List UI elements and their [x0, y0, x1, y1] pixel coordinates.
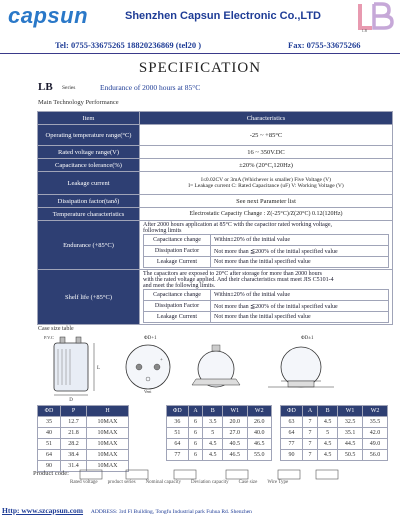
capacitor-body-icon — [54, 343, 88, 391]
dim-header: ΦD — [38, 406, 61, 417]
plus-label: + — [160, 358, 163, 363]
cell: 40.5 — [223, 439, 247, 450]
col-item: Item — [38, 112, 140, 125]
dim-header: W1 — [338, 406, 363, 417]
dim-header: W2 — [247, 406, 271, 417]
dim-header: W2 — [363, 406, 388, 417]
table-row — [167, 428, 272, 439]
cell: 42.0 — [363, 428, 388, 439]
cell: 6 — [188, 428, 203, 439]
lb-logo-icon — [352, 2, 396, 34]
table-row — [144, 235, 389, 246]
table-row — [38, 417, 129, 428]
cell: 46.5 — [223, 450, 247, 461]
dimension-drawing — [36, 333, 396, 405]
table-row — [167, 450, 272, 461]
fax-number: Fax: 0755-33675266 — [288, 40, 361, 50]
table-row — [38, 439, 129, 450]
dim-tube-label: ΦD±1 — [301, 336, 314, 341]
cell: 12.7 — [61, 417, 87, 428]
cell: 6 — [188, 439, 203, 450]
cell: 4.5 — [318, 450, 338, 461]
value-leakage-current — [140, 172, 393, 195]
item-dissipation: Dissipation factor(tanδ) — [38, 195, 140, 208]
header-divider — [0, 53, 400, 54]
cell: 40 — [38, 428, 61, 439]
table-row — [281, 417, 388, 428]
cell: 4.5 — [318, 417, 338, 428]
cell: 4.5 — [203, 450, 223, 461]
cell: 5 — [318, 428, 338, 439]
cell: 49.0 — [363, 439, 388, 450]
pc-part: Nominal capacity — [145, 480, 181, 485]
limit-value: Not more than ≦200% of the initial specified value — [211, 301, 389, 312]
table-row — [281, 450, 388, 461]
limit-key: Capacitance change — [144, 235, 211, 246]
cell: 10MAX — [87, 450, 129, 461]
dim-table-2 — [166, 405, 272, 461]
telephone: Tel: 0755-33675265 18820236869 (tel20 ) — [55, 40, 202, 50]
cell: 51 — [167, 428, 189, 439]
cell: 7 — [303, 450, 318, 461]
cell: 7 — [303, 439, 318, 450]
pc-part: Rated voltage — [70, 480, 98, 485]
cell: 20.0 — [223, 417, 247, 428]
dim-header: P — [61, 406, 87, 417]
table-row — [38, 195, 393, 208]
table-row — [38, 406, 129, 417]
value-operating-temp: -25 ~ +85°C — [140, 125, 393, 146]
spec-header-row — [38, 112, 393, 125]
cell: 10MAX — [87, 439, 129, 450]
cell: 10MAX — [87, 417, 129, 428]
endurance-intro: After 2000 hours application at 85°C with the capacitor rated working voltage, — [143, 222, 333, 228]
item-leakage-current: Leakage current — [38, 172, 140, 195]
cell: 46.5 — [247, 439, 271, 450]
leakage-line-2: I= Leakage current C: Rated Capacitance (uF) V: Working Voltage (V) — [188, 183, 344, 189]
dim-header: ΦD — [281, 406, 303, 417]
table-row — [281, 428, 388, 439]
shelf-intro: The capacitors are exposed to 20°C after storage for more than 2000 hours — [143, 271, 323, 277]
pc-part: Case size — [238, 480, 258, 485]
cell: 56.0 — [363, 450, 388, 461]
table-row — [281, 439, 388, 450]
dim-table-1 — [37, 405, 129, 472]
cell: 35.5 — [363, 417, 388, 428]
limit-value: Within±20% of the initial value — [211, 290, 389, 301]
cell: 7 — [303, 428, 318, 439]
company-name: Shenzhen Capsun Electronic Co.,LTD — [125, 10, 321, 22]
table-row — [38, 221, 393, 270]
table-row — [144, 290, 389, 301]
vent-label: Vent — [144, 389, 152, 394]
cell: 77 — [167, 450, 189, 461]
cell: 4.5 — [203, 439, 223, 450]
series-name: Series — [62, 85, 76, 91]
endurance-limits-table — [143, 234, 389, 268]
dim-header: A — [188, 406, 203, 417]
table-row — [144, 301, 389, 312]
table-row — [38, 450, 129, 461]
cell: 36 — [167, 417, 189, 428]
cell: 31.4 — [61, 461, 87, 472]
dim-l-label: L — [97, 366, 101, 371]
lb-logo-text: LB — [362, 28, 368, 33]
dim-header: W1 — [223, 406, 247, 417]
table-row — [144, 312, 389, 323]
endurance-intro-2: following limits — [143, 228, 182, 234]
table-row — [144, 246, 389, 257]
cell: 32.5 — [338, 417, 363, 428]
terminal-icon — [60, 337, 65, 343]
cell: 90 — [281, 450, 303, 461]
cell: 51 — [38, 439, 61, 450]
dim-d-label: D — [69, 398, 73, 403]
company-logo: capsun — [8, 3, 89, 28]
cell: 40.0 — [247, 428, 271, 439]
table-row — [38, 125, 393, 146]
pvc-label: P.V.C — [44, 335, 54, 340]
cell: 27.0 — [223, 428, 247, 439]
dim-header: H — [87, 406, 129, 417]
dim-header: ΦD — [167, 406, 189, 417]
limit-key: Leakage Current — [144, 312, 211, 323]
item-shelf-life: Shelf life (+85°C) — [38, 270, 140, 325]
address: ADDRESS: 3rd Fl Building, Tongfu Industrial park Fuhua Rd. Shenzhen — [90, 509, 252, 515]
table-row — [38, 172, 393, 195]
cell: 63 — [281, 417, 303, 428]
cell: 10MAX — [87, 461, 129, 472]
table-row — [144, 257, 389, 268]
cell: 35 — [38, 417, 61, 428]
shelf-intro-3: and meet the following limits. — [143, 283, 216, 289]
limit-value: Not more than the initial specified value — [211, 312, 389, 323]
cell: 38.4 — [61, 450, 87, 461]
product-code-boxes — [70, 468, 370, 490]
cell: 44.5 — [338, 439, 363, 450]
cell: 5 — [203, 428, 223, 439]
cell: 3.5 — [203, 417, 223, 428]
table-row — [167, 417, 272, 428]
value-temp-characteristics: Electrostatic Capacity Change : Z(-25°C)/Z(20°C) 0.12(120Hz) — [140, 208, 393, 221]
dim-header: B — [318, 406, 338, 417]
cell: 6 — [188, 417, 203, 428]
item-capacitance-tolerance: Capacitance tolerance(%) — [38, 159, 140, 172]
pc-part: product series — [107, 480, 136, 485]
limit-value: Within±20% of the initial value — [211, 235, 389, 246]
spec-table — [37, 111, 393, 325]
item-rated-voltage: Rated voltage range(V) — [38, 146, 140, 159]
cell: 28.2 — [61, 439, 87, 450]
table-row — [38, 208, 393, 221]
top-view-icon — [126, 345, 170, 389]
table-row — [38, 428, 129, 439]
cell: 26.0 — [247, 417, 271, 428]
leakage-line-1: I≤0.02CV or 3mA (Whichever is smaller) Five Voltage (V) — [201, 177, 331, 183]
table-row — [38, 270, 393, 325]
cell: 55.0 — [247, 450, 271, 461]
website-link[interactable]: Http: www.szcapsun.com — [2, 506, 84, 515]
table-row — [281, 406, 388, 417]
cell: 21.8 — [61, 428, 87, 439]
dim-header: B — [203, 406, 223, 417]
limit-key: Capacitance change — [144, 290, 211, 301]
limit-key: Leakage Current — [144, 257, 211, 268]
cell: 77 — [281, 439, 303, 450]
dim-top-label: ΦD+1 — [144, 336, 157, 341]
product-code-parts — [70, 480, 380, 485]
value-rated-voltage: 16 ~ 350V.DC — [140, 146, 393, 159]
pc-part: Deviation capacity — [190, 480, 229, 485]
cell: 50.5 — [338, 450, 363, 461]
item-temp-characteristics: Temperature characteristics — [38, 208, 140, 221]
limit-key: Dissipation Factor — [144, 301, 211, 312]
terminal-icon — [76, 337, 81, 343]
pc-part: Wire Type — [267, 480, 289, 485]
case-size-label: Case size table — [38, 326, 74, 332]
cell: 35.1 — [338, 428, 363, 439]
cell: 64 — [167, 439, 189, 450]
cell: 4.5 — [318, 439, 338, 450]
cell: 90 — [38, 461, 61, 472]
cell: 7 — [303, 417, 318, 428]
cell: 64 — [38, 450, 61, 461]
series-description: Endurance of 2000 hours at 85°C — [100, 83, 201, 92]
value-capacitance-tolerance: ±20% (20°C,120Hz) — [140, 159, 393, 172]
series-code: LB — [38, 81, 53, 93]
dim-table-3 — [280, 405, 388, 461]
table-row — [167, 439, 272, 450]
shelf-intro-2: with the rated voltage applied. And their characteristics must meet JIS C5101-4 — [143, 277, 334, 283]
table-row — [38, 159, 393, 172]
table-row — [38, 146, 393, 159]
limit-key: Dissipation Factor — [144, 246, 211, 257]
dim-header: A — [303, 406, 318, 417]
shelf-limits-table — [143, 289, 389, 323]
limit-value: Not more than ≦200% of the initial specified value — [211, 246, 389, 257]
col-characteristics: Characteristics — [140, 112, 393, 125]
footer — [2, 506, 252, 515]
product-code-label: Product code: — [33, 470, 69, 477]
item-endurance: Endurance (+85°C) — [38, 221, 140, 270]
value-dissipation: See next Parameter list — [140, 195, 393, 208]
value-shelf-life — [140, 270, 393, 325]
main-tech-label: Main Technology Performance — [38, 99, 119, 106]
cell: 10MAX — [87, 428, 129, 439]
limit-value: Not more than the initial specified value — [211, 257, 389, 268]
page-title: SPECIFICATION — [138, 60, 262, 76]
cell: 6 — [188, 450, 203, 461]
item-operating-temp: Operating temperature range(°C) — [38, 125, 140, 146]
cell: 64 — [281, 428, 303, 439]
table-row — [167, 406, 272, 417]
value-endurance — [140, 221, 393, 270]
